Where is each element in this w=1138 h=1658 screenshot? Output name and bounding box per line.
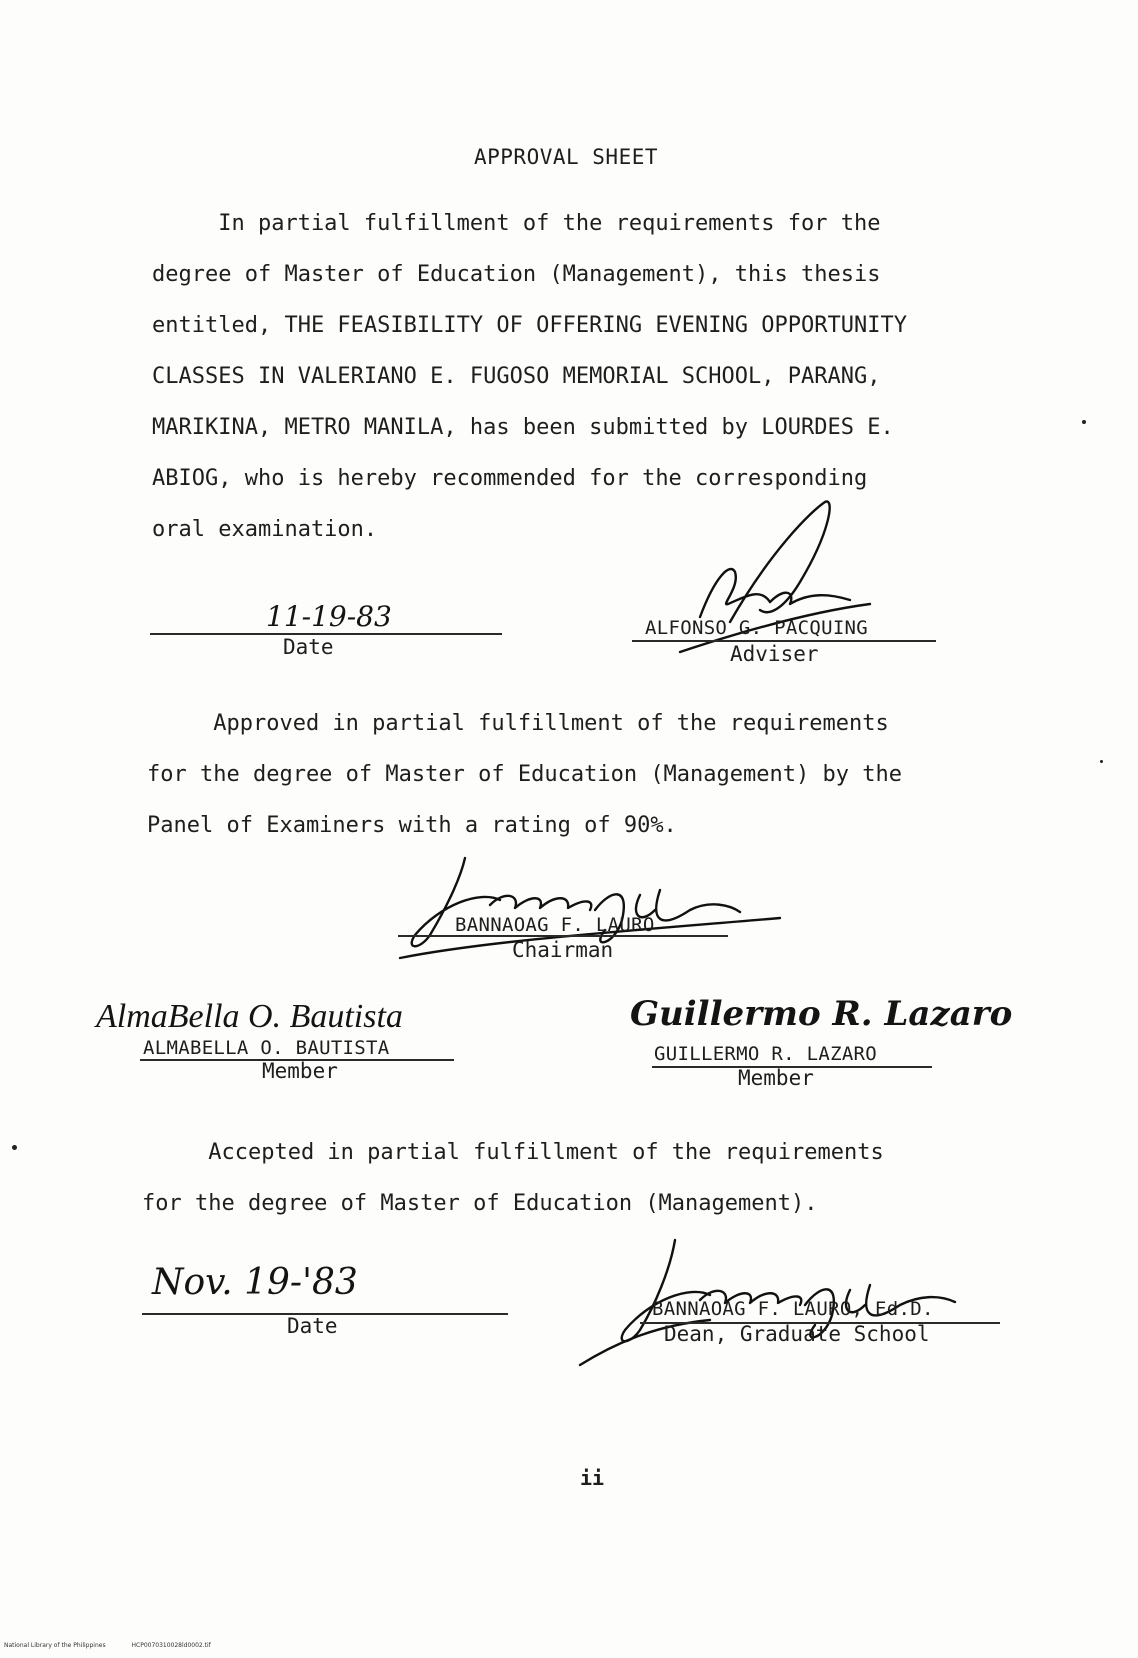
scan-speck — [1082, 420, 1086, 424]
paragraph-line: for the degree of Master of Education (Management) by the — [147, 762, 902, 787]
member-2-role: Member — [738, 1066, 814, 1090]
paragraph-line: for the degree of Master of Education (Management). — [142, 1191, 818, 1216]
member-1-name: ALMABELLA O. BAUTISTA — [143, 1037, 390, 1059]
paragraph-line: ABIOG, who is hereby recommended for the corresponding — [152, 466, 868, 491]
member-2-name: GUILLERMO R. LAZARO — [654, 1043, 878, 1065]
paragraph-line: CLASSES IN VALERIANO E. FUGOSO MEMORIAL SCHOOL, PARANG, — [152, 364, 881, 389]
approval-paragraph — [147, 698, 902, 851]
dean-name: BANNAOAG F. LAURO, Ed.D. — [652, 1298, 934, 1320]
paragraph-line: MARIKINA, METRO MANILA, has been submitted by LOURDES E. — [152, 415, 894, 440]
chairman-role: Chairman — [512, 938, 614, 962]
paragraph-line: entitled, THE FEASIBILITY OF OFFERING EVENING OPPORTUNITY — [152, 313, 907, 338]
date-1-label: Date — [283, 635, 334, 659]
adviser-name: ALFONSO G. PACQUING — [645, 617, 869, 639]
footer-library: National Library of the Philippines — [4, 1642, 106, 1649]
footer-file-code: HCP0070310028ld0002.tif — [131, 1642, 211, 1649]
paragraph-line: oral examination. — [152, 517, 378, 542]
chairman-name: BANNAOAG F. LAURO — [455, 914, 655, 936]
scan-speck — [1100, 760, 1103, 763]
dean-role: Dean, Graduate School — [664, 1322, 930, 1346]
page-number: ii — [580, 1466, 605, 1490]
member-1-role: Member — [262, 1059, 338, 1083]
handwritten-date-1: 11-19-83 — [266, 600, 392, 633]
paragraph-line: In partial fulfillment of the requirements for the — [152, 211, 881, 236]
scan-footer — [4, 1642, 235, 1649]
paragraph-line: degree of Master of Education (Management), this thesis — [152, 262, 881, 287]
page-title: APPROVAL SHEET — [474, 145, 659, 169]
member-2-handwritten-signature: Guillermo R. Lazaro — [630, 994, 1013, 1034]
paragraph-line: Panel of Examiners with a rating of 90%. — [147, 813, 677, 838]
adviser-role: Adviser — [730, 642, 819, 666]
member-1-handwritten-signature: AlmaBella O. Bautista — [96, 998, 403, 1035]
acceptance-paragraph — [142, 1127, 884, 1229]
date-2-label: Date — [287, 1314, 338, 1338]
scan-speck — [12, 1145, 17, 1150]
paragraph-line: Accepted in partial fulfillment of the requirements — [142, 1140, 884, 1165]
paragraph-line: Approved in partial fulfillment of the requirements — [147, 711, 889, 736]
handwritten-date-2: Nov. 19-'83 — [152, 1262, 358, 1303]
